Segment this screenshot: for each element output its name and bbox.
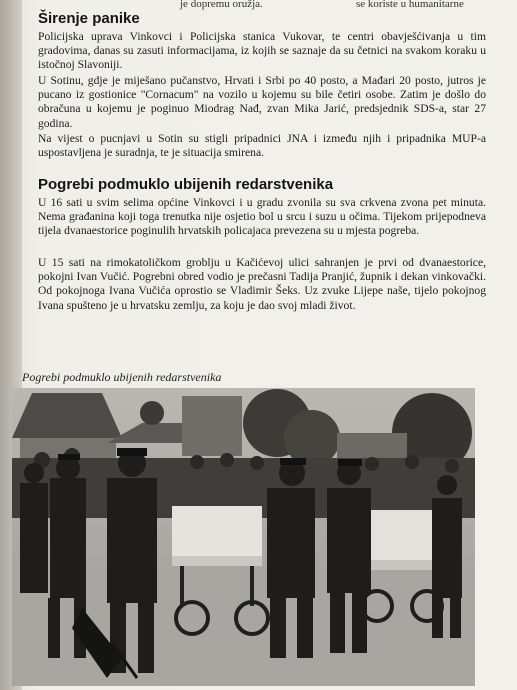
section-heading: Širenje panike (38, 10, 140, 27)
top-text-fragment-right: se koriste u humanitarne (356, 0, 464, 10)
paragraph: Policijska uprava Vinkovci i Policijska stanica Vukovar, te centri obavješćivanja u tim gradovima, danas su zasuti informacijama, iz kojih se saznaje da su četnici na svakom koraku u istočnoj Slavoniji. (38, 30, 486, 72)
paragraph: U 15 sati na rimokatoličkom groblju u Kačićevoj ulici sahranjen je prvi od dvanaestorice, pokojni Ivan Vučić. Pogrebni obred vodio je prečasni Tadija Pranjić, župnik i dekan vinkovački. Od pokojnoga Ivana Vučića oprostio se Vladimir Šeks. Uz zvuke Lijepe naše, tijelo pokojnog Ivana spušteno je u hrvatsku zemlju, za koju je dao svoj mladi život. (38, 256, 486, 312)
photo-caption: Pogrebi podmuklo ubijenih redarstvenika (22, 370, 222, 384)
paragraph: Na vijest o pucnjavi u Sotin su stigli pripadnici JNA i između njih i pripadnika MUP-a uspostavljena je suradnja, te je situacija smirena. (38, 132, 486, 160)
section-heading: Pogrebi podmuklo ubijenih redarstvenika (38, 176, 334, 193)
funeral-photo-illustration (12, 388, 475, 686)
top-text-fragment: je dopremu oružja. (180, 0, 263, 10)
paragraph: U 16 sati u svim selima općine Vinkovci i u gradu zvonila su sva crkvena zvona pet minuta. Nema građanina koji toga trenutka nije osjetio bol u srcu i suzu u očima. Tijekom prijepodneva tijela dvanaestorice poginulih hrvatskih policajaca prevezena su u mjesta pogreba. (38, 196, 486, 238)
funeral-photo (12, 388, 475, 686)
paragraph: U Sotinu, gdje je miješano pučanstvo, Hrvati i Srbi po 40 posto, a Mađari 20 posto, jutros je pucano iz gostionice "Cornacum" na vozilo u kojemu su bile četiri osobe. Zatim je došlo do obračuna u kojemu je poginuo Miodrag Nađ, zvan Mika Jarić, predsjednik SDS-a, star 27 godina. (38, 74, 486, 130)
